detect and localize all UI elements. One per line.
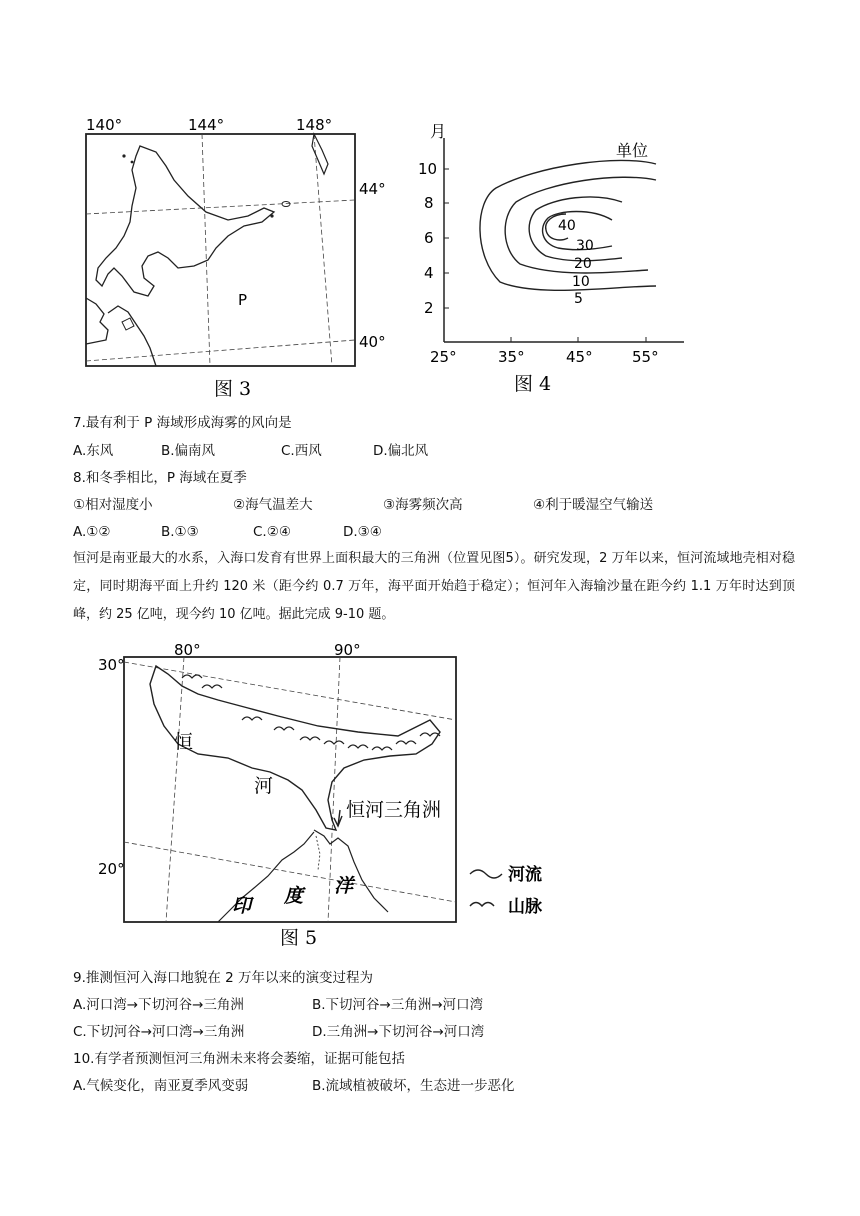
fig5-ocean-char-1: 印 (232, 895, 252, 917)
fig4-y-tick-6: 6 (424, 229, 434, 247)
fig5-lat-30: 30° (98, 656, 125, 674)
q7-option-c[interactable]: C.西风 (281, 443, 322, 459)
q7-stem: 7.最有利于 P 海域形成海雾的风向是 (73, 415, 292, 431)
q7-option-b[interactable]: B.偏南风 (161, 443, 216, 459)
fig4-caption: 图 4 (514, 373, 552, 395)
q9-options-row-2 (73, 1023, 484, 1041)
q7-option-d[interactable]: D.偏北风 (373, 443, 429, 459)
fig4-x-tick-55: 55° (632, 348, 659, 366)
fig4-x-tick-45: 45° (566, 348, 593, 366)
fig4-contour-10: 10 (572, 274, 590, 290)
fig4-contour-20: 20 (574, 256, 592, 272)
q9-option-b[interactable]: B.下切河谷→三角洲→河口湾 (312, 997, 484, 1013)
q8-options (73, 523, 382, 541)
q7-option-a[interactable]: A.东风 (73, 443, 114, 459)
q8-item-1: ①相对湿度小 (73, 497, 153, 513)
q8-option-c[interactable]: C.②④ (253, 524, 291, 540)
q7-options (73, 442, 428, 460)
q10-options-row-1 (73, 1077, 515, 1095)
q8-item-2: ②海气温差大 (233, 497, 313, 513)
fig5-river-char-1: 恒 (174, 731, 194, 753)
fig4-y-tick-2: 2 (424, 299, 434, 317)
q8-item-3: ③海雾频次高 (383, 497, 463, 513)
q9-options-row-1 (73, 996, 483, 1014)
fig4-y-tick-10: 10 (418, 160, 438, 178)
q8-option-b[interactable]: B.①③ (161, 524, 199, 540)
q8-items (73, 496, 653, 514)
q8-item-4: ④利于暖湿空气输送 (533, 497, 654, 513)
fig4-x-tick-25: 25° (430, 348, 457, 366)
fig4-y-axis-label: 月 (430, 122, 447, 141)
fig5-lon-80: 80° (174, 641, 201, 659)
fig3-lat-44: 44° (359, 180, 386, 198)
fig4-y-tick-8: 8 (424, 194, 434, 212)
fig4-contour-5: 5 (574, 291, 583, 307)
q8-stem: 8.和冬季相比，P 海域在夏季 (73, 470, 247, 486)
fig5-caption: 图 5 (280, 927, 318, 949)
fig5-ocean-char-2: 度 (284, 885, 304, 907)
fig4-x-tick-35: 35° (498, 348, 525, 366)
figure-3 (78, 108, 388, 403)
fig5-legend-river: 河流 (508, 865, 542, 885)
q8-option-d[interactable]: D.③④ (343, 524, 382, 540)
figure-4 (408, 110, 718, 400)
q9-stem: 9.推测恒河入海口地貌在 2 万年以来的演变过程为 (73, 970, 374, 986)
q9-option-a[interactable]: A.河口湾→下切河谷→三角洲 (73, 997, 244, 1013)
figure-5 (78, 640, 578, 952)
fig5-lat-20: 20° (98, 860, 125, 878)
fig5-delta-label: 恒河三角洲 (346, 799, 442, 821)
fig3-lon-148: 148° (296, 116, 333, 134)
fig5-river-char-2: 河 (254, 775, 274, 797)
fig3-point-p: P (238, 291, 248, 309)
fig5-lon-90: 90° (334, 641, 361, 659)
fig3-lon-144: 144° (188, 116, 225, 134)
q10-stem: 10.有学者预测恒河三角洲未来将会萎缩，证据可能包括 (73, 1051, 405, 1067)
q10-option-b[interactable]: B.流域植被破坏，生态进一步恶化 (312, 1078, 515, 1094)
q10-option-a[interactable]: A.气候变化，南亚夏季风变弱 (73, 1078, 249, 1094)
fig4-contour-40: 40 (558, 218, 576, 234)
q9-option-d[interactable]: D.三角洲→下切河谷→河口湾 (312, 1024, 485, 1040)
fig3-lat-40: 40° (359, 333, 386, 351)
fig3-lon-140: 140° (86, 116, 123, 134)
fig3-caption: 图 3 (214, 378, 252, 400)
fig4-contour-30: 30 (576, 238, 594, 254)
q8-option-a[interactable]: A.①② (73, 524, 111, 540)
fig5-legend-mountain: 山脉 (508, 897, 542, 917)
fig4-y-tick-4: 4 (424, 264, 434, 282)
fig4-unit-label: 单位 (616, 141, 649, 160)
passage-text: 恒河是南亚最大的水系，入海口发育有世界上面积最大的三角洲（位置见图5）。研究发现，2 万年以来，恒河流域地壳相对稳定，同时期海平面上升约 120 米（距今约 0.7 万年，海平面开始趋于稳定）；恒河年入海输沙量在距今约 1.1 万年时达到顶峰，约 25 亿吨，现今约 10 亿吨。据此完成 9-10 题。 (73, 551, 795, 622)
q9-option-c[interactable]: C.下切河谷→河口湾→三角洲 (73, 1024, 245, 1040)
fig5-ocean-char-3: 洋 (334, 875, 354, 897)
